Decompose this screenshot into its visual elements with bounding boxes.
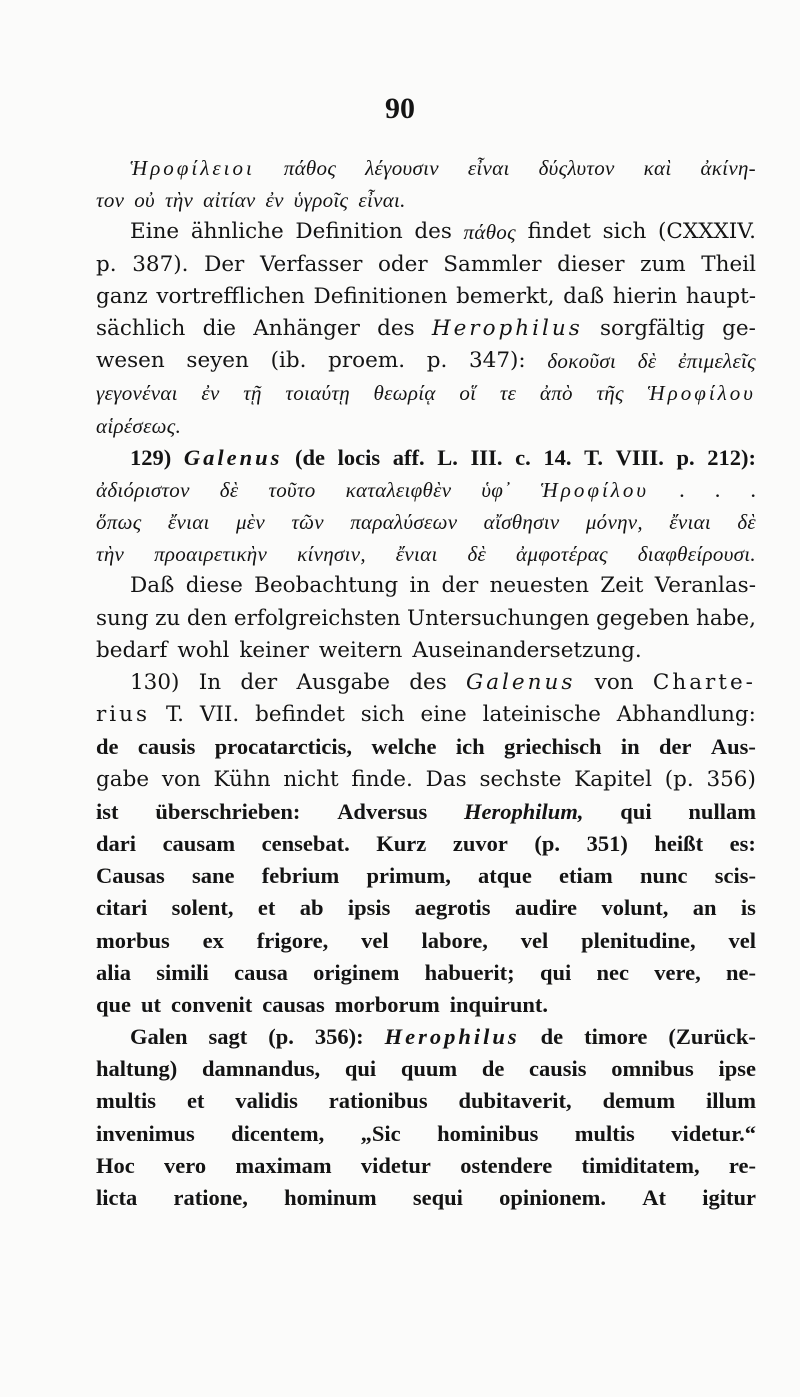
word: nunc (639, 863, 688, 889)
word: omnibus (611, 1056, 694, 1082)
word: ne- (726, 959, 756, 985)
word: p. (676, 444, 695, 470)
word: Herophilum, (464, 798, 584, 824)
word: Kühn (213, 766, 271, 792)
word: In (198, 670, 222, 695)
word: videtur (360, 1152, 431, 1178)
word: dieser (557, 251, 625, 277)
text-line-19 (96, 731, 756, 763)
word: sich (602, 219, 647, 245)
word: Galenus (466, 670, 576, 695)
word: illum (705, 1088, 756, 1114)
word: sächlich (96, 315, 186, 341)
word: 14. (543, 444, 572, 470)
text-line-30 (96, 1085, 756, 1117)
text-line-24 (96, 892, 756, 924)
word: L. (437, 444, 458, 470)
word: Aus- (710, 734, 756, 760)
word: p. (426, 348, 448, 374)
word: timore (584, 1024, 648, 1050)
text-line-18 (96, 699, 756, 731)
word: VII. (199, 702, 240, 728)
word: igitur (702, 1185, 756, 1210)
word: finde. (351, 766, 413, 792)
word: p. (96, 251, 117, 277)
text-line-13 (96, 538, 756, 570)
word: Ἡροφίλου (647, 381, 756, 406)
word: invenimus (96, 1120, 195, 1146)
word: 212): (707, 444, 756, 470)
word: vero (164, 1152, 207, 1178)
word: et (257, 895, 276, 921)
word: . (714, 476, 721, 502)
word: simili (156, 959, 209, 985)
word: ἀπὸ (539, 381, 573, 406)
word: vere, (654, 959, 701, 985)
word: T. (584, 444, 604, 470)
word: ὑγροῖς (293, 188, 349, 213)
word: 351) (586, 830, 628, 856)
word: multis (574, 1120, 635, 1146)
word: δὲ (219, 477, 239, 502)
word: griechisch (503, 734, 602, 760)
text-line-22 (96, 828, 756, 860)
word: ge- (722, 315, 756, 341)
word: T. (165, 702, 184, 728)
text-line-32 (96, 1150, 756, 1182)
word: hierin (612, 283, 678, 309)
word: πάθος (283, 156, 337, 180)
word: ὅπως (96, 510, 142, 535)
text-line-1 (96, 152, 756, 184)
word: die (202, 315, 236, 341)
word: zum (640, 251, 686, 277)
word: . (750, 476, 756, 502)
word: quum (400, 1056, 458, 1082)
word: 387). (132, 251, 189, 277)
word: εἶναι (467, 156, 510, 180)
word: τοῦτο (268, 477, 316, 502)
word: sagt (208, 1024, 248, 1050)
word: Ἡροφίλειοι (130, 156, 255, 180)
word: αἱρέσεως. (96, 413, 182, 438)
word: Ἡροφίλου (540, 477, 650, 502)
word: originem (313, 959, 400, 985)
text-line-15 (96, 603, 756, 635)
word: Causas (96, 863, 165, 889)
word: τῶν (291, 510, 324, 535)
word: der (659, 734, 692, 760)
word: αἰτίαν (203, 188, 256, 213)
word: qui (620, 798, 652, 824)
word: oder (377, 251, 428, 277)
word: haupt- (685, 283, 756, 309)
word: des (409, 670, 447, 695)
text-line-14 (96, 570, 756, 602)
word: citari (96, 895, 148, 921)
word: dari (96, 830, 137, 856)
word: dubitaverit, (458, 1088, 572, 1114)
word: welche (371, 734, 437, 760)
word: frigore, (256, 927, 329, 953)
word: an (692, 895, 717, 921)
word: vel (520, 927, 549, 953)
word: προαιρετικὴν (154, 542, 268, 567)
text-line-12 (96, 506, 756, 538)
word: VIII. (615, 444, 664, 470)
page-number: 90 (385, 92, 415, 125)
word: Herophilus (384, 1024, 520, 1050)
word: Galenus (183, 444, 283, 470)
word: Hoc (96, 1152, 135, 1178)
word: erfolgreichsten (233, 605, 401, 631)
word: is (740, 895, 756, 921)
word: alia (96, 959, 132, 985)
word: ἐπιμελεῖς (678, 349, 756, 374)
word: ἀκίνη- (700, 156, 756, 180)
word: rius (96, 702, 151, 728)
text-line-8 (96, 377, 756, 409)
word: 356) (706, 766, 756, 792)
text-line-5 (96, 281, 756, 313)
word: videtur.“ (671, 1120, 756, 1146)
word: Eine (130, 219, 180, 245)
text-line-6 (96, 313, 756, 345)
word: Zeit (600, 573, 644, 599)
word: Das (425, 766, 467, 792)
word: (p. (664, 766, 694, 792)
word: febrium (261, 863, 340, 889)
body-text (96, 152, 756, 1214)
word: qui (539, 959, 572, 985)
word: Sammler (443, 251, 542, 277)
word: des (377, 315, 415, 341)
word: sorgfältig (599, 315, 705, 341)
word: gegeben (596, 605, 690, 631)
word: wesen (96, 348, 165, 374)
word: Ausgabe (296, 670, 390, 695)
word: es: (729, 830, 756, 856)
word: bedarf (96, 637, 168, 663)
word: inquirunt. (449, 991, 548, 1017)
word: ipsis (347, 895, 391, 921)
text-line-28 (96, 1021, 756, 1053)
word: τὴν (165, 188, 194, 213)
word: ὑφ᾽ (481, 477, 511, 502)
word: von (594, 670, 634, 695)
word: τῆς (596, 381, 624, 406)
word: den (186, 605, 228, 631)
word: in (620, 734, 640, 760)
word: morborum (334, 991, 440, 1017)
text-line-26 (96, 957, 756, 989)
word: ab (299, 895, 324, 921)
word: δὲ (467, 542, 487, 567)
text-line-4 (96, 249, 756, 281)
word: (ib. (270, 348, 307, 374)
word: überschrieben: (155, 798, 301, 824)
word: ratione, (173, 1185, 248, 1210)
text-line-21 (96, 796, 756, 828)
word: 129) (130, 444, 172, 470)
word: haltung) (96, 1056, 178, 1082)
word: ἐν (265, 188, 284, 213)
word: neuesten (489, 573, 589, 599)
word: plenitudine, (581, 927, 696, 953)
word: eine (420, 702, 467, 728)
word: procatarcticis, (214, 734, 353, 760)
word: Veranlas- (654, 573, 756, 599)
word: aegrotis (414, 895, 491, 921)
word: θεωρίᾳ (373, 381, 436, 406)
word: Kurz (376, 830, 427, 856)
word: 356): (314, 1024, 364, 1050)
word: καταλειφθὲν (345, 477, 452, 502)
word: wohl (177, 637, 230, 663)
word: Anhänger (253, 315, 360, 341)
word: primum, (366, 863, 451, 889)
word: αἴσθησιν (483, 510, 560, 535)
word: Beobachtung (254, 573, 399, 599)
word: vel (728, 927, 756, 953)
text-line-20 (96, 764, 756, 796)
word: der (441, 573, 479, 599)
word: sung (96, 605, 149, 631)
word: Kapitel (574, 766, 652, 792)
word: der (240, 670, 278, 695)
word: Definitionen (313, 283, 448, 309)
word: dicentem, (231, 1120, 325, 1146)
word: heißt (654, 830, 704, 856)
text-line-10 (96, 442, 756, 474)
word: multis (96, 1088, 157, 1114)
word: validis (235, 1088, 298, 1114)
word: damnandus, (201, 1056, 321, 1082)
word: atque (478, 863, 532, 889)
word: sechste (479, 766, 562, 792)
word: locis (337, 444, 381, 470)
word: opinionem. (499, 1185, 606, 1210)
word: qui (344, 1056, 377, 1082)
word: vel (361, 927, 389, 953)
word: etiam (559, 863, 613, 889)
word: ἔνιαι (395, 542, 438, 567)
word: aff. (392, 444, 425, 470)
word: sich (360, 702, 405, 728)
word: keiner (239, 637, 309, 663)
word: c. (515, 444, 531, 470)
word: διαφθείρουσι. (637, 542, 756, 567)
word: πάθος (463, 220, 516, 245)
word: ist (96, 798, 119, 824)
text-line-23 (96, 860, 756, 892)
word: Galen (130, 1024, 188, 1050)
word: demum (602, 1088, 676, 1114)
word: sane (192, 863, 235, 889)
word: τῇ (243, 381, 262, 406)
word: censebat. (261, 830, 350, 856)
word: οἵ (459, 381, 477, 406)
word: zu (155, 605, 181, 631)
word: ut (141, 991, 162, 1017)
word: rationibus (328, 1088, 428, 1114)
word: de (481, 1056, 505, 1082)
word: et (186, 1088, 205, 1114)
word: re- (728, 1152, 756, 1178)
word: licta (96, 1185, 138, 1210)
word: causis (137, 734, 196, 760)
word: labore, (421, 927, 488, 953)
word: III. (470, 444, 503, 470)
word: . (679, 476, 685, 502)
word: causa (234, 959, 288, 985)
word: hominum (284, 1185, 377, 1210)
word: volunt, (601, 895, 669, 921)
word: Abhandlung: (616, 702, 756, 728)
word: λέγουσιν (365, 156, 439, 180)
word: Verfasser (259, 251, 363, 277)
word: que (96, 991, 132, 1017)
word: δύςλυτον (538, 156, 615, 180)
word: in (409, 573, 431, 599)
word: Daß (130, 573, 175, 599)
word: morbus (96, 927, 170, 953)
word: οὐ (134, 188, 155, 213)
word: lateinische (482, 702, 601, 728)
word: nullam (688, 798, 756, 824)
word: maximam (235, 1152, 332, 1178)
word: δὲ (737, 510, 756, 535)
text-line-9 (96, 410, 756, 442)
text-line-2 (96, 184, 756, 216)
word: Herophilus (431, 315, 583, 341)
word: Auseinandersetzung. (412, 637, 642, 663)
word: Adversus (337, 798, 428, 824)
word: gabe (96, 766, 150, 792)
word: nicht (283, 766, 339, 792)
word: 130) (130, 670, 180, 695)
word: τοιαύτῃ (285, 381, 350, 406)
word: ἐν (201, 381, 220, 406)
word: (p. (268, 1024, 294, 1050)
word: timiditatem, (581, 1152, 700, 1178)
word: de (540, 1024, 564, 1050)
word: 347): (469, 348, 526, 374)
word: proem. (328, 348, 406, 374)
word: bemerkt, (456, 283, 555, 309)
word: At (642, 1185, 666, 1210)
text-line-16 (96, 635, 756, 667)
word: κίνησιν, (297, 542, 366, 567)
text-line-11 (96, 474, 756, 506)
word: Der (204, 251, 245, 277)
word: εἶναι. (358, 188, 406, 213)
word: ipse (718, 1056, 756, 1082)
text-line-7 (96, 345, 756, 377)
text-line-31 (96, 1118, 756, 1150)
word: vortrefflichen (156, 283, 305, 309)
word: seyen (186, 348, 249, 374)
word: ähnliche (190, 219, 284, 245)
word: (p. (534, 830, 561, 856)
word: τὴν (96, 542, 125, 567)
word: (CXXXIV. (658, 219, 756, 245)
word: scis- (714, 863, 756, 889)
word: causis (529, 1056, 587, 1082)
word: hominibus (437, 1120, 539, 1146)
text-line-17 (96, 667, 756, 699)
text-line-27 (96, 989, 756, 1021)
word: ganz (96, 283, 148, 309)
word: (Zurück- (668, 1024, 756, 1050)
word: Untersuchungen (407, 605, 590, 631)
word: ex (202, 927, 224, 953)
word: findet (527, 219, 591, 245)
word: de (96, 734, 119, 760)
word: „Sic (360, 1120, 401, 1146)
word: τε (499, 381, 517, 406)
word: ostendere (460, 1152, 553, 1178)
word: causas (262, 991, 325, 1017)
word: diese (185, 573, 243, 599)
word: ἀμφοτέρας (516, 542, 608, 567)
text-line-29 (96, 1053, 756, 1085)
word: solent, (171, 895, 234, 921)
word: δὲ (637, 349, 657, 374)
word: Charte- (652, 670, 756, 695)
word: von (161, 766, 201, 792)
word: daß (563, 283, 605, 309)
word: μὲν (235, 510, 266, 535)
word: μόνην, (585, 510, 643, 535)
word: des (414, 219, 452, 245)
word: sequi (412, 1185, 463, 1210)
word: ἔνιαι (669, 510, 712, 535)
text-line-3 (96, 216, 756, 248)
word: γεγονέναι (96, 381, 178, 406)
word: habe, (695, 605, 756, 631)
word: weitern (318, 637, 403, 663)
word: nec (596, 959, 629, 985)
word: ἀδιόριστον (96, 477, 190, 502)
word: convenit (171, 991, 253, 1017)
word: παραλύσεων (350, 510, 458, 535)
word: audire (514, 895, 578, 921)
word: τον (96, 188, 125, 213)
word: (de (295, 444, 326, 470)
word: Theil (701, 251, 756, 277)
word: habuerit; (424, 959, 515, 985)
word: ich (455, 734, 485, 760)
text-line-33 (96, 1182, 756, 1214)
word: Definition (295, 219, 403, 245)
word: δοκοῦσι (547, 349, 617, 374)
word: ἔνιαι (167, 510, 210, 535)
word: zuvor (452, 830, 508, 856)
word: befindet (255, 702, 345, 728)
text-line-25 (96, 925, 756, 957)
word: καὶ (643, 156, 672, 180)
word: causam (162, 830, 236, 856)
